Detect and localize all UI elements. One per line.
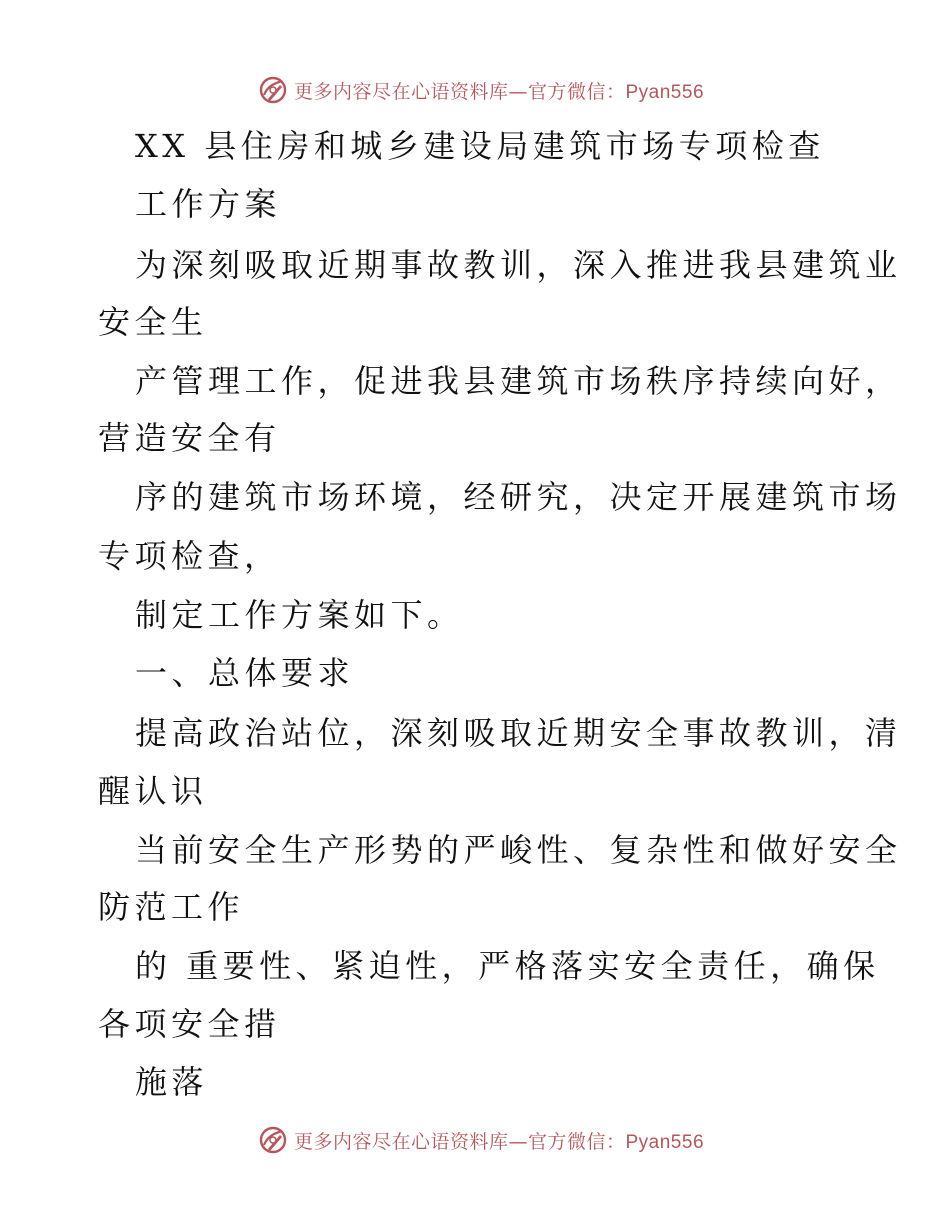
paragraph-line: 的 重要性、紧迫性，严格落实安全责任，确保 <box>135 947 880 985</box>
paragraph-line: 防范工作 <box>98 888 245 926</box>
ribbon-pen-logo-icon <box>258 1125 288 1155</box>
document-title-line-2: 工作方案 <box>135 185 282 223</box>
paragraph-line: 制定工作方案如下。 <box>135 596 464 634</box>
paragraph-line: 序的建筑市场环境，经研究，决定开展建筑市场 <box>135 478 902 516</box>
watermark-handle: Pyan556 <box>625 81 705 103</box>
document-title-line-1: XX 县住房和城乡建设局建筑市场专项检查 <box>135 127 825 165</box>
watermark-header <box>0 70 950 110</box>
paragraph-line: 施落 <box>135 1063 209 1101</box>
paragraph-line: 当前安全生产形势的严峻性、复杂性和做好安全 <box>135 831 902 869</box>
paragraph-line: 专项检查， <box>98 537 281 575</box>
paragraph-line: 安全生 <box>98 303 208 341</box>
watermark-text: 更多内容尽在心语资料库—官方微信：Pyan556 <box>293 1130 705 1153</box>
watermark-text: 更多内容尽在心语资料库—官方微信：Pyan556 <box>293 80 705 103</box>
paragraph-line: 提高政治站位，深刻吸取近期安全事故教训，清 <box>135 714 902 752</box>
paragraph-line: 营造安全有 <box>98 419 281 457</box>
paragraph-line: 产管理工作，促进我县建筑市场秩序持续向好， <box>135 362 902 400</box>
paragraph-line: 醒认识 <box>98 772 208 810</box>
paragraph-line: 各项安全措 <box>98 1005 281 1043</box>
section-heading: 一、总体要求 <box>135 654 355 692</box>
watermark-handle: Pyan556 <box>625 1131 705 1153</box>
watermark-footer <box>0 1120 950 1160</box>
paragraph-line: 为深刻吸取近期事故教训，深入推进我县建筑业 <box>135 246 902 284</box>
ribbon-pen-logo-icon <box>258 75 288 105</box>
